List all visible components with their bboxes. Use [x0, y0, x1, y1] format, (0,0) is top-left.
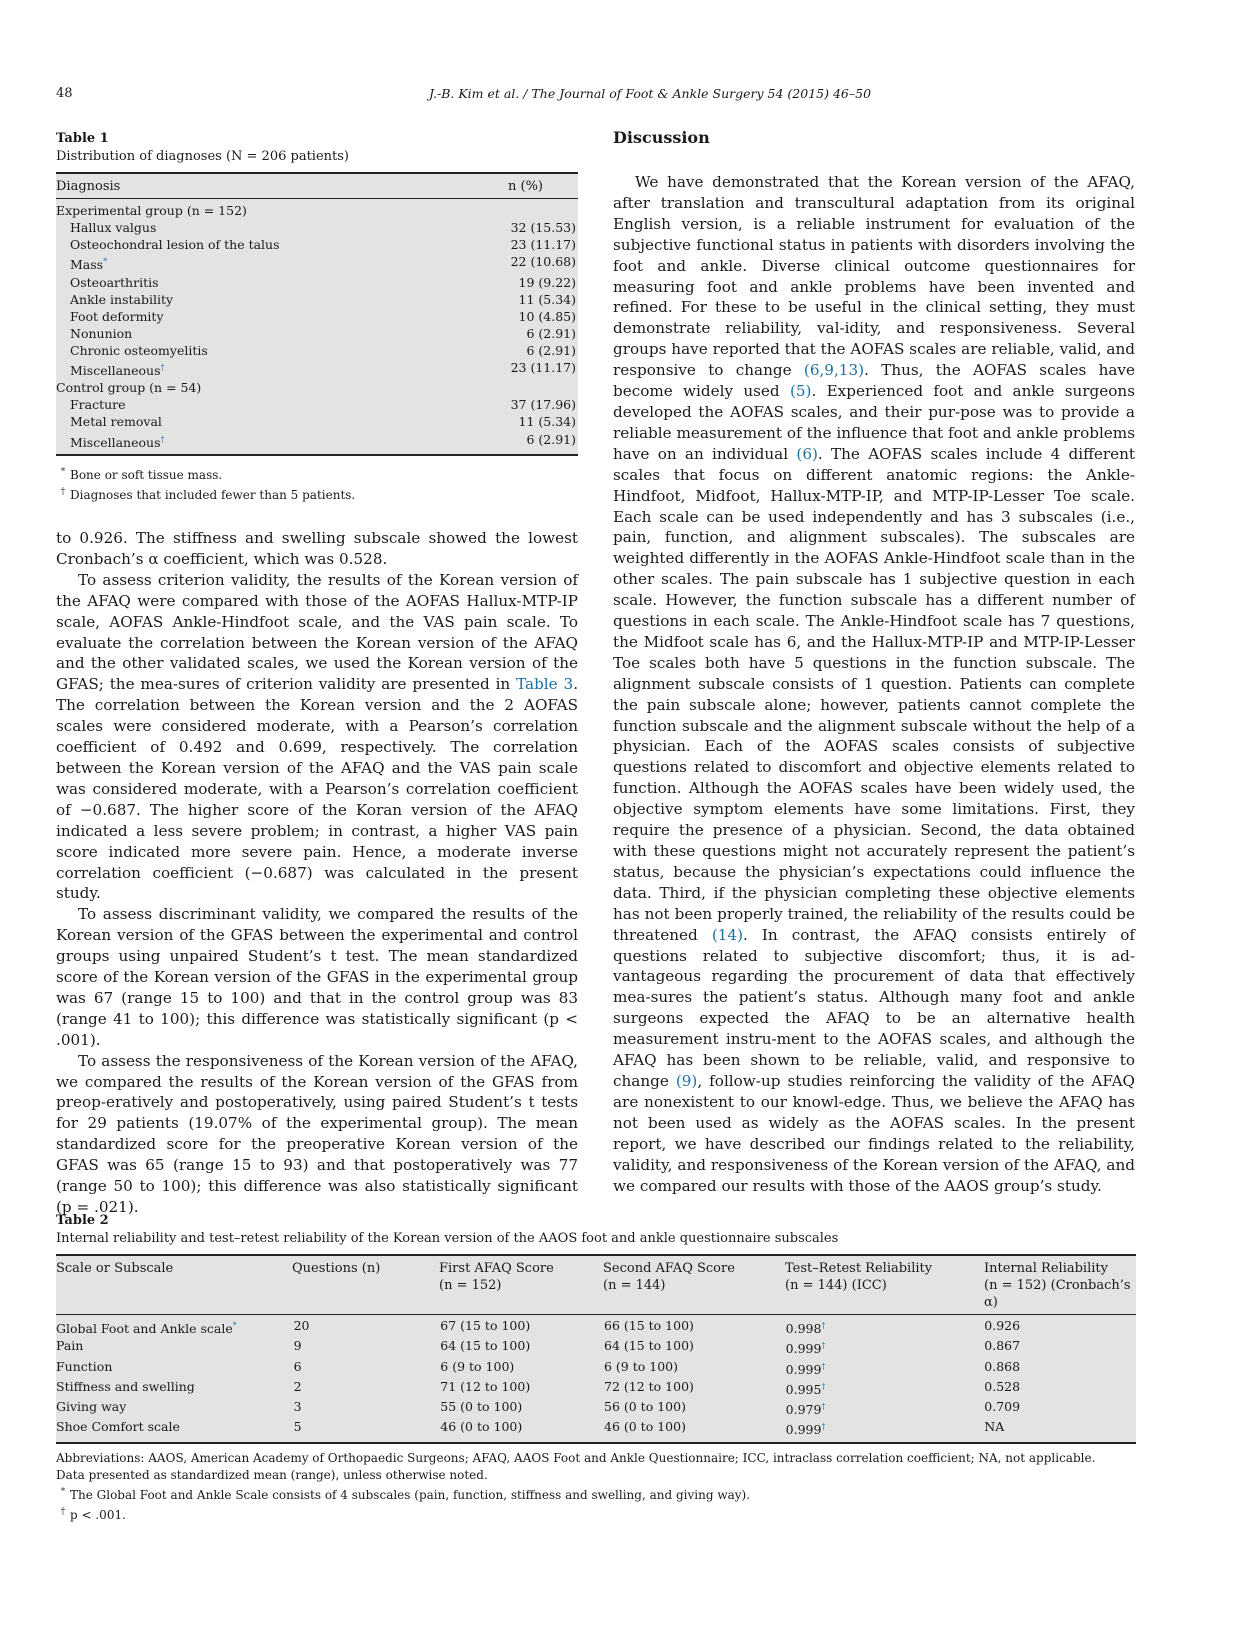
reference-link[interactable]: (9) [675, 1071, 698, 1090]
table-2-notes [56, 1450, 1136, 1524]
table-2 [56, 1212, 1136, 1524]
table-row [56, 274, 578, 291]
second-score: 66 (15 to 100) [604, 1318, 694, 1333]
second-score: 46 (0 to 100) [604, 1419, 686, 1435]
diagnosis-count: 32 (15.53) [510, 220, 576, 236]
scale-name [56, 1398, 292, 1418]
diagnosis-label [56, 291, 173, 308]
first-score: 46 (0 to 100) [440, 1419, 523, 1435]
diagnosis-text: Foot deformity [70, 308, 164, 324]
reference-link[interactable]: (6) [796, 444, 818, 463]
footnote-mark: † [160, 363, 165, 372]
column-header-line: (n = 144) [603, 1278, 666, 1293]
icc-value [786, 1317, 985, 1337]
footnote-text: Diagnoses that included fewer than 5 patients. [70, 487, 356, 502]
text-span: . Experienced foot and ankle surgeons developed the AOFAS scales, and their pur-pose was to provide a reliable measurement of the influence that foot and ankle problems have on an individual [613, 382, 1135, 463]
table-1-col-n: n (%) [508, 179, 544, 194]
table-row [56, 359, 578, 379]
running-head: J.-B. Kim et al. / The Journal of Foot & Ankle Surgery 54 (2015) 46–50 [428, 86, 872, 101]
questions-count: 3 [293, 1399, 302, 1414]
diagnosis-text: Nonunion [70, 325, 133, 341]
column-header [984, 1260, 1136, 1311]
column-header [603, 1260, 785, 1311]
table-1 [56, 130, 578, 504]
icc-value [786, 1378, 985, 1398]
scale-name [56, 1337, 292, 1357]
diagnosis-count: 11 (5.34) [518, 414, 576, 430]
icc-value [786, 1358, 985, 1378]
scale-name [56, 1378, 292, 1398]
diagnosis-text: Hallux valgus [70, 220, 157, 236]
table-row [56, 431, 578, 451]
diagnosis-label [56, 413, 162, 430]
table-row [56, 1317, 1136, 1337]
table-row [56, 1358, 1136, 1378]
footnote [56, 484, 578, 504]
footnote-mark: † [160, 434, 165, 444]
column-header-line: (n = 144) (ICC) [785, 1278, 887, 1293]
diagnosis-text: Mass [70, 257, 104, 273]
diagnosis-text: Osteoarthritis [70, 274, 159, 290]
table-2-body [56, 1315, 1136, 1442]
text-span: We have demonstrated that the Korean version of the AFAQ, after translation and transcultural adaptation from its original English version, is a reliable instrument for evaluation of the subjective functional status in patients with disorders involving the foot and ankle. Diverse clinical outcome questionnaires for measuring foot and ankle problems have been invented and refined. For these to be useful in the clinical setting, they must demonstrate reliability, val-idity, and responsiveness. Several groups have reported that the AOFAS scales are reliable, valid, and responsive to change [613, 173, 1135, 380]
diagnosis-count: 23 (11.17) [510, 360, 576, 375]
footnote-text: p < .001. [70, 1507, 126, 1522]
table-row [56, 342, 578, 359]
table-row [56, 253, 578, 273]
reference-link[interactable]: (5) [789, 382, 812, 401]
table-row [56, 308, 578, 325]
diagnosis-label [56, 274, 159, 291]
diagnosis-count: 10 (4.85) [518, 308, 576, 324]
footnote-mark: * [232, 1321, 237, 1330]
second-score: 56 (0 to 100) [604, 1399, 686, 1414]
diagnosis-text: Metal removal [70, 414, 162, 430]
questions-count: 9 [293, 1338, 302, 1354]
table-row [56, 202, 578, 219]
diagnosis-count: 23 (11.17) [510, 237, 576, 253]
column-header [292, 1260, 439, 1311]
diagnosis-label [56, 431, 165, 451]
paragraph: To assess the responsiveness of the Korean version of the AFAQ, we compared the results of the Korean version of the GFAS from preop-eratively and postoperatively, using paired Student’s t tests for 29 patients (19.07% of the experimental group). The mean standardized score for the preoperative Korean version of the GFAS was 65 (range 15 to 93) and that postoperatively was 77 (range 50 to 100); this difference was also statistically significant (p = .021). [56, 1051, 578, 1216]
footnote-text: The Global Foot and Ankle Scale consists of 4 subscales (pain, function, stiffness and swelling, and giving way). [70, 1487, 751, 1502]
diagnosis-text: Experimental group (n = 152) [56, 203, 247, 218]
icc-text: 0.998 [785, 1321, 822, 1337]
footnote-mark: † [821, 1422, 826, 1432]
cronbach-alpha: 0.867 [984, 1338, 1021, 1354]
table-1-footnotes [56, 464, 578, 504]
footnote-mark: * [60, 1486, 66, 1497]
footnote-text: Bone or soft tissue mass. [70, 467, 223, 482]
diagnosis-label [56, 342, 208, 359]
column-header-line: (n = 152) (Cronbach’s α) [984, 1278, 1131, 1310]
data-note: Data presented as standardized mean (range), unless otherwise noted. [56, 1467, 488, 1482]
discussion-text [613, 172, 1135, 1196]
column-header-line: Test–Retest Reliability [785, 1261, 933, 1276]
column-header [785, 1260, 984, 1311]
cronbach-alpha: 0.926 [984, 1318, 1021, 1333]
table-row [56, 1398, 1136, 1418]
icc-value [786, 1418, 985, 1438]
second-score: 72 (12 to 100) [604, 1378, 694, 1394]
second-score: 64 (15 to 100) [604, 1338, 694, 1354]
diagnosis-count: 11 (5.34) [518, 291, 576, 307]
second-score: 6 (9 to 100) [604, 1358, 678, 1374]
diagnosis-text: Control group (n = 54) [56, 380, 202, 396]
cronbach-alpha: 0.868 [984, 1358, 1021, 1374]
column-header-line: Second AFAQ Score [603, 1261, 735, 1276]
reference-link[interactable]: (14) [711, 925, 744, 944]
column-header-line: (n = 152) [439, 1278, 502, 1293]
table-row [56, 379, 578, 396]
table-2-grid [56, 1254, 1136, 1444]
paragraph: to 0.926. The stiffness and swelling subscale showed the lowest Cronbach’s α coefficient, which was 0.528. [56, 529, 578, 568]
footnote-mark: † [60, 486, 66, 497]
diagnosis-count: 6 (2.91) [526, 325, 576, 341]
table-row [56, 236, 578, 253]
diagnosis-count: 37 (17.96) [510, 397, 576, 413]
table-row [56, 1378, 1136, 1398]
text-span: . The correlation between the Korean version and the 2 AOFAS scales were considered moderate, with a Pearson’s correlation coefficient of 0.492 and 0.699, respectively. The correlation between the Korean version of the AFAQ and the VAS pain scale was considered moderate, with a Pearson’s correlation coefficient of −0.687. The higher score of the Koran version of the AFAQ indicated a less severe problem; in contrast, a higher VAS pain score indicated more severe pain. Hence, a moderate inverse correlation coefficient (−0.687) was calculated in the present study. [56, 675, 579, 903]
paragraph [613, 172, 1135, 1196]
left-column-text [56, 528, 578, 1218]
footnote [56, 464, 578, 484]
diagnosis-label [56, 253, 107, 273]
scale-name [56, 1317, 292, 1337]
footnote-mark: † [821, 1381, 826, 1391]
scale-name [56, 1418, 292, 1438]
diagnosis-label [56, 236, 280, 253]
diagnosis-label [56, 308, 164, 325]
table-1-caption: Distribution of diagnoses (N = 206 patients) [56, 149, 349, 164]
icc-text: 0.979 [785, 1402, 822, 1418]
text-span: To assess criterion validity, the results of the Korean version of the AFAQ were compared with those of the AOFAS Hallux-MTP-IP scale, AOFAS Ankle-Hindfoot scale, and the VAS pain scale. To evaluate the correlation between the Korean version of the AFAQ and the other validated scales, we used the Korean version of the GFAS; the mea-sures of criterion validity are presented in [56, 570, 578, 694]
diagnosis-count: 6 (2.91) [526, 342, 576, 358]
table-row [56, 291, 578, 308]
first-score: 64 (15 to 100) [440, 1338, 531, 1354]
discussion-heading: Discussion [613, 128, 710, 147]
table-row [56, 1337, 1136, 1357]
column-header-line: Questions (n) [292, 1261, 381, 1276]
diagnosis-label [56, 396, 126, 413]
text-span: . Thus, the AOFAS scales have become widely used [613, 361, 1135, 401]
diagnosis-text: Miscellaneous [70, 363, 161, 379]
paragraph: To assess discriminant validity, we compared the results of the Korean version of the GFAS between the experimental and control groups using unpaired Student’s t test. The mean standardized score of the Korean version of the GFAS in the experimental group was 67 (range 15 to 100) and that in the control group was 83 (range 41 to 100); this difference was statistically significant (p < .001). [56, 905, 578, 1049]
diagnosis-count: 22 (10.68) [510, 254, 576, 270]
scale-text: Global Foot and Ankle scale [56, 1321, 233, 1337]
footnote-mark: † [821, 1341, 826, 1351]
diagnosis-text: Fracture [70, 397, 126, 413]
diagnosis-label [56, 379, 201, 396]
footnote-mark: † [821, 1321, 826, 1330]
column-header [439, 1260, 603, 1311]
icc-value [786, 1398, 985, 1418]
cronbach-alpha: 0.528 [984, 1378, 1021, 1394]
table-1-header [56, 174, 578, 199]
diagnosis-label [56, 325, 132, 342]
table-row [56, 219, 578, 236]
table-1-body [56, 199, 578, 454]
first-score: 6 (9 to 100) [440, 1358, 515, 1374]
diagnosis-count [496, 202, 578, 219]
text-span: . The AOFAS scales include 4 different scales that focus on different anatomic regions: the Ankle-Hindfoot, Midfoot, Hallux-MTP-IP, and MTP-IP-Lesser Toe scale. Each scale can be used independently and has 3 subscales (i.e., pain, function, and alignment subscales). The subscales are weighted differently in the AOFAS Ankle-Hindfoot scale than in the other scales. The pain subscale has 1 subjective question in each scale. However, the function subscale has a different number of questions in each scale. The Ankle-Hindfoot scale has 7 questions, the Midfoot scale has 6, and the Hallux-MTP-IP and MTP-IP-Lesser Toe scales both have 5 questions in the function subscale. The alignment subscale consists of 1 question. Patients can complete the pain subscale alone; however, patients cannot complete the function subscale and the alignment subscale without the help of a physician. Each of the AOFAS scales consists of subjective questions related to discomfort and objective elements related to function. Although the AOFAS scales have been widely used, the objective symptom elements have some limitations. First, they require the presence of a physician. Second, the data obtained with these questions might not accurately represent the patient’s status, because the physician’s expectations could influence the data. Third, if the physician completing these objective elements has not been properly trained, the reliability of the results could be threatened [613, 444, 1136, 944]
diagnosis-text: Miscellaneous [70, 434, 161, 450]
first-score: 71 (12 to 100) [440, 1378, 531, 1394]
table-row [56, 325, 578, 342]
table-2-caption: Internal reliability and test–retest reliability of the Korean version of the AAOS foot and ankle questionnaire subscales [56, 1231, 839, 1246]
icc-value [786, 1337, 985, 1357]
table-2-label: Table 2 [56, 1213, 109, 1228]
diagnosis-label [56, 202, 247, 219]
questions-count: 5 [293, 1419, 302, 1435]
diagnosis-count: 6 (2.91) [526, 431, 576, 447]
text-span: . In contrast, the AFAQ consists entirely of questions related to subjective discomfort; thus, it is ad-vantageous regarding the procurement of data that effectively mea-sures the patient’s status. Although many foot and ankle surgeons expected the AFAQ to be an alternative health measurement instru-ment to the AOFAS scales, and although the AFAQ has been shown to be reliable, valid, and responsive to change [613, 925, 1135, 1090]
footnote-mark: * [60, 466, 66, 477]
cronbach-alpha: NA [984, 1419, 1005, 1435]
footnote-mark: † [821, 1361, 826, 1371]
icc-text: 0.999 [785, 1361, 822, 1377]
table-row [56, 1418, 1136, 1438]
questions-count: 2 [293, 1378, 302, 1394]
diagnosis-text: Ankle instability [70, 291, 174, 307]
footnote-mark: † [821, 1402, 826, 1411]
table-3-link[interactable]: Table 3 [516, 675, 574, 694]
table-2-footnotes [56, 1484, 1136, 1524]
questions-count: 20 [293, 1318, 310, 1333]
column-header-line: First AFAQ Score [439, 1261, 554, 1276]
scale-text: Function [56, 1358, 113, 1374]
column-header-line: Internal Reliability [984, 1261, 1108, 1276]
scale-text: Stiffness and swelling [56, 1378, 195, 1394]
table-1-label: Table 1 [56, 131, 109, 146]
icc-text: 0.999 [785, 1341, 822, 1357]
cronbach-alpha: 0.709 [984, 1399, 1021, 1414]
diagnosis-text: Chronic osteomyelitis [70, 342, 208, 358]
questions-count: 6 [293, 1358, 302, 1374]
table-row [56, 396, 578, 413]
scale-text: Pain [56, 1338, 84, 1354]
icc-text: 0.995 [785, 1381, 822, 1397]
scale-name [56, 1358, 292, 1378]
column-header-line: Scale or Subscale [56, 1261, 174, 1276]
diagnosis-label [56, 219, 156, 236]
icc-text: 0.999 [785, 1422, 822, 1438]
first-score: 55 (0 to 100) [440, 1399, 523, 1414]
page-number: 48 [56, 86, 73, 101]
column-header [56, 1260, 292, 1311]
scale-text: Giving way [56, 1399, 127, 1414]
footnote [56, 1484, 1136, 1504]
first-score: 67 (15 to 100) [440, 1318, 531, 1333]
paragraph [56, 570, 578, 905]
scale-text: Shoe Comfort scale [56, 1419, 180, 1435]
diagnosis-count [496, 379, 578, 396]
text-span: , follow-up studies reinforcing the validity of the AFAQ are nonexistent to our knowl-edge. Thus, we believe the AFAQ has not been used as widely as the AOFAS scales. In the present report, we have described our findings related to the reliability, validity, and responsiveness of the Korean version of the AFAQ, and we compared our results with those of the AAOS group’s study. [613, 1071, 1135, 1195]
diagnosis-text: Osteochondral lesion of the talus [70, 237, 280, 253]
diagnosis-label [56, 359, 165, 379]
footnote-mark: † [60, 1506, 66, 1517]
footnote [56, 1504, 1136, 1524]
table-1-grid [56, 172, 578, 456]
abbreviations-note: Abbreviations: AAOS, American Academy of Orthopaedic Surgeons; AFAQ, AAOS Foot and Ankle Questionnaire; ICC, intraclass correlation coefficient; NA, not applicable. [56, 1450, 1096, 1465]
table-2-header [56, 1256, 1136, 1315]
diagnosis-count: 19 (9.22) [518, 274, 576, 290]
table-1-col-diagnosis: Diagnosis [56, 179, 121, 194]
footnote-mark: * [103, 257, 108, 267]
reference-link[interactable]: (6,9,13) [803, 361, 865, 380]
table-row [56, 413, 578, 430]
